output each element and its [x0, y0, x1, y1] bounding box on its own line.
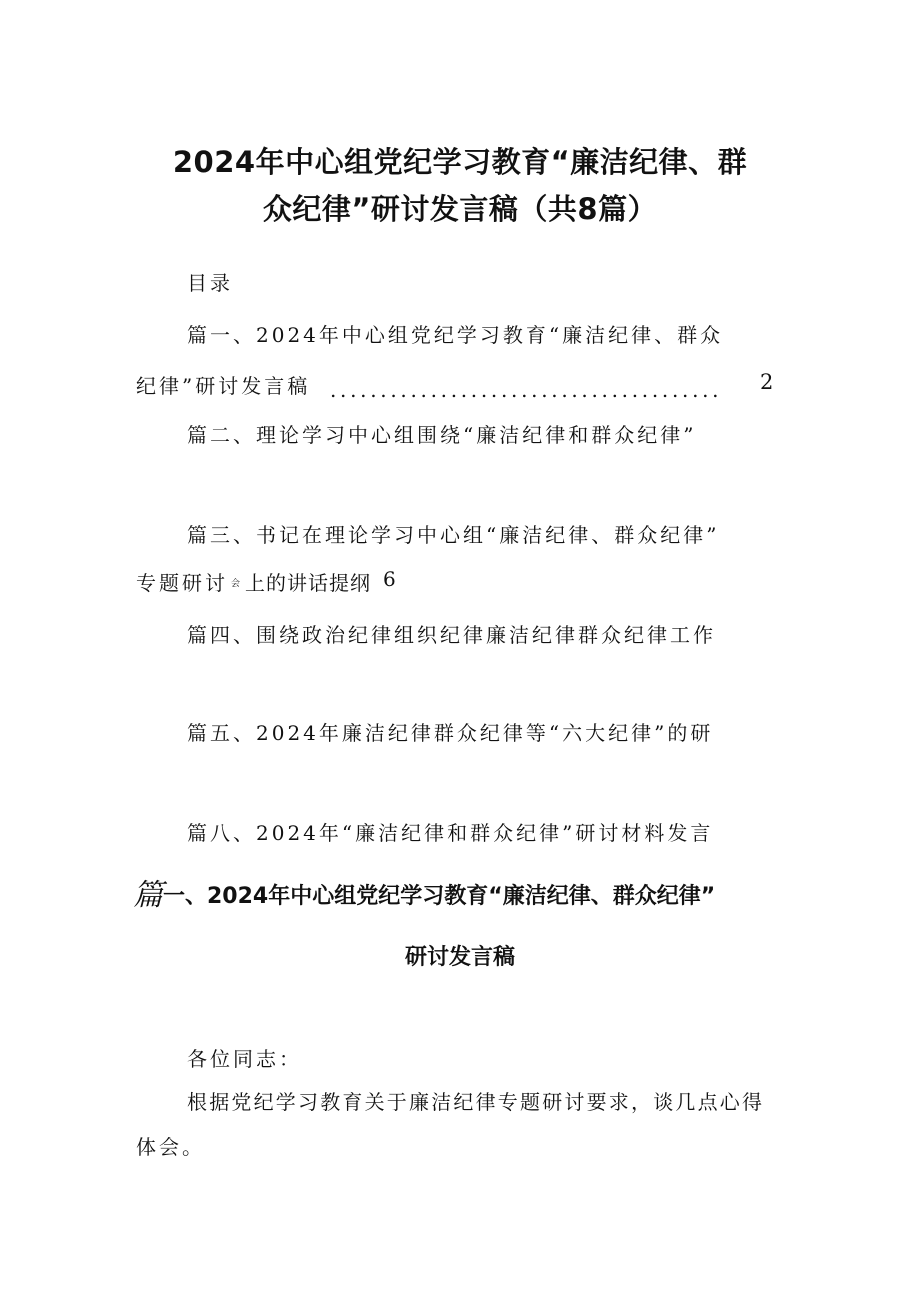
section-heading-prefix: 篇	[133, 878, 163, 913]
toc-item-3-page-number: 6	[383, 567, 396, 591]
paragraph-1-line-2: 体会。	[136, 1135, 205, 1159]
toc-item-1-page-number: 2	[760, 370, 774, 394]
toc-item-3-line-1[interactable]: 篇三、书记在理论学习中心组“廉洁纪律、群众纪律”	[187, 523, 720, 547]
toc-item-2[interactable]: 篇二、理论学习中心组围绕“廉洁纪律和群众纪律”	[187, 423, 697, 447]
toc-item-5[interactable]: 篇五、2024年廉洁纪律群众纪律等“六大纪律”的研	[187, 721, 714, 745]
document-title-line-2: 众纪律”研讨发言稿（共8篇）	[262, 192, 658, 226]
section-subheading: 研讨发言稿	[404, 945, 515, 970]
section-heading	[133, 870, 715, 914]
toc-item-1-line-2[interactable]: 纪律”研讨发言稿	[136, 374, 311, 398]
toc-heading: 目录	[187, 271, 233, 295]
greeting: 各位同志：	[187, 1047, 302, 1071]
paragraph-1-line-1: 根据党纪学习教育关于廉洁纪律专题研讨要求，谈几点心得	[187, 1090, 765, 1114]
document-title-line-1: 2024年中心组党纪学习教育“廉洁纪律、群	[172, 145, 748, 179]
toc-item-3-small-mark: 会	[231, 579, 241, 589]
toc-item-1-line-1[interactable]: 篇一、2024年中心组党纪学习教育“廉洁纪律、群众	[187, 323, 724, 347]
toc-item-3-line-2-start[interactable]: 专题研讨	[136, 571, 228, 595]
toc-item-3-line-2-end[interactable]: 上的讲话提纲	[245, 571, 371, 595]
toc-item-1-leader-dots: .......................................	[330, 378, 723, 402]
toc-item-8[interactable]: 篇八、2024年“廉洁纪律和群众纪律”研讨材料发言	[187, 821, 714, 845]
toc-item-4[interactable]: 篇四、围绕政治纪律组织纪律廉洁纪律群众纪律工作	[187, 623, 716, 647]
section-heading-text: 一、2024年中心组党纪学习教育“廉洁纪律、群众纪律”	[163, 884, 716, 909]
